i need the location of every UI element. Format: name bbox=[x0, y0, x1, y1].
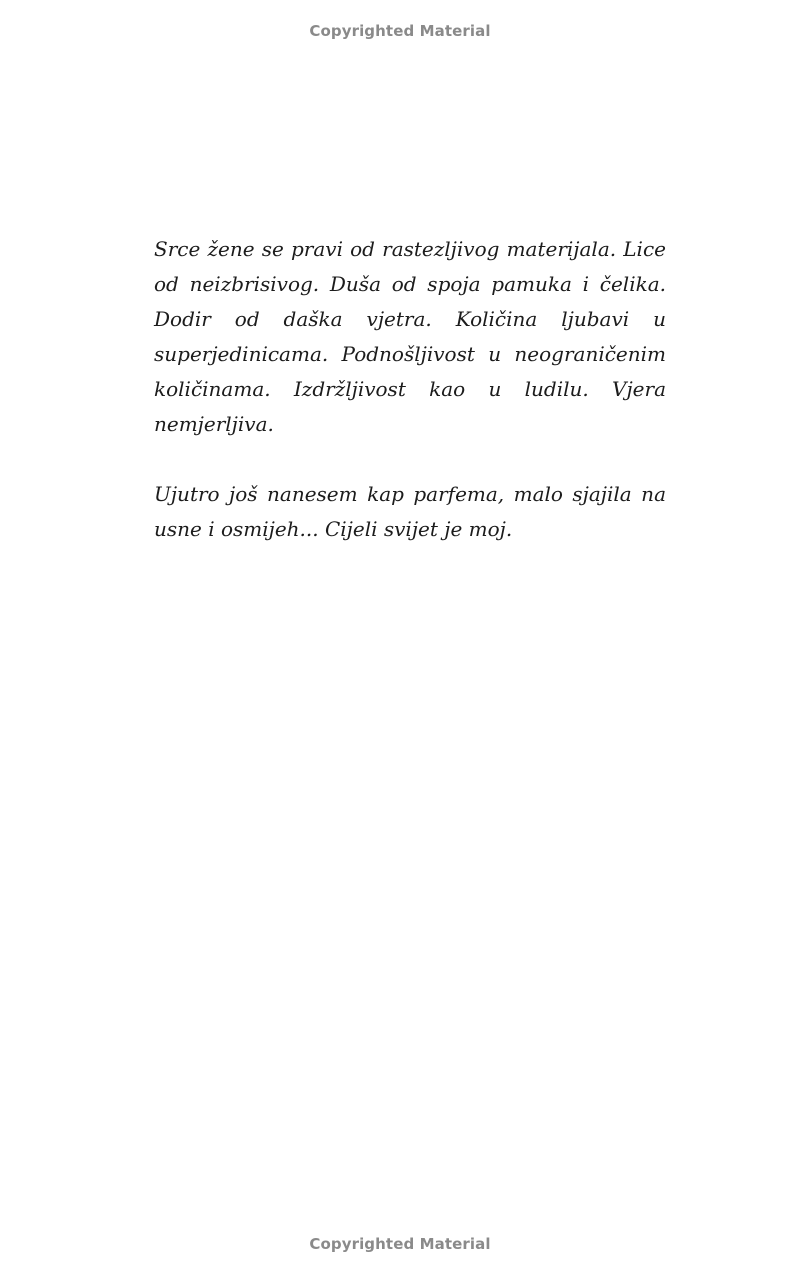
page-body bbox=[154, 232, 666, 547]
paragraph: Srce žene se pravi od rastezljivog materijala. Lice od neizbrisivog. Duša od spoja pamuka i čelika. Dodir od daška vjetra. Količina ljubavi u superjedinicama. Podnošljivost u neograničenim količinama. Izdržljivost kao u ludilu. Vjera nemjerljiva. bbox=[154, 237, 666, 436]
copyright-watermark-top: Copyrighted Material bbox=[309, 22, 491, 40]
paragraph: Ujutro još nanesem kap parfema, malo sjajila na usne i osmijeh... Cijeli svijet je moj. bbox=[154, 482, 666, 541]
copyright-watermark-bottom: Copyrighted Material bbox=[309, 1235, 491, 1253]
